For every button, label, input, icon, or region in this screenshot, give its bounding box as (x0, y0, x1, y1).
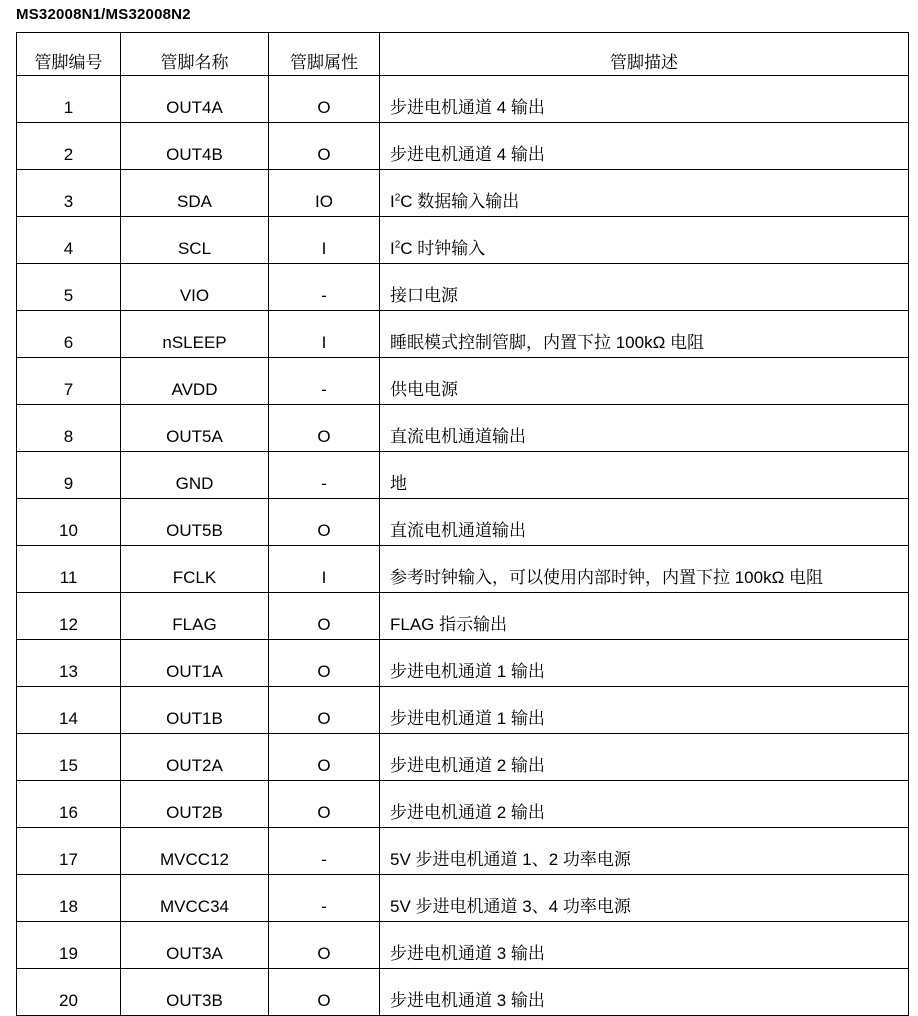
table-row (17, 640, 909, 687)
description-text: 步进电机通道 4 输出 (390, 145, 545, 164)
pin-attribute: O (269, 499, 380, 546)
description-text: C 数据输入输出 (400, 192, 520, 211)
pin-attribute: O (269, 969, 380, 1016)
pin-name: VIO (121, 264, 269, 311)
pin-name: SCL (121, 217, 269, 264)
description-superscript: 2 (394, 239, 401, 251)
pin-number: 1 (17, 76, 121, 123)
pin-description (380, 969, 909, 1016)
header-row (17, 33, 909, 76)
pin-table-body (17, 76, 909, 1016)
description-text: 步进电机通道 3 输出 (390, 944, 545, 963)
description-text: 供电电源 (390, 380, 458, 399)
description-prefix: I (390, 192, 395, 211)
pin-number: 15 (17, 734, 121, 781)
table-row (17, 687, 909, 734)
pin-number: 19 (17, 922, 121, 969)
pin-attribute: O (269, 922, 380, 969)
header-pin-description: 管脚描述 (380, 33, 909, 76)
description-text: 睡眠模式控制管脚，内置下拉 100kΩ 电阻 (390, 333, 705, 352)
description-text: FLAG 指示输出 (390, 615, 508, 634)
pin-name: OUT5B (121, 499, 269, 546)
pin-description (380, 781, 909, 828)
pin-table-header (17, 33, 909, 76)
pin-name: OUT1B (121, 687, 269, 734)
description-text: 直流电机通道输出 (390, 521, 526, 540)
pin-description (380, 593, 909, 640)
pin-name: OUT1A (121, 640, 269, 687)
table-row (17, 217, 909, 264)
pin-number: 18 (17, 875, 121, 922)
table-row (17, 875, 909, 922)
table-row (17, 922, 909, 969)
pin-attribute: - (269, 875, 380, 922)
pin-name: OUT3A (121, 922, 269, 969)
pin-description (380, 922, 909, 969)
description-text: 5V 步进电机通道 3、4 功率电源 (390, 897, 631, 916)
pin-number: 9 (17, 452, 121, 499)
table-row (17, 828, 909, 875)
header-pin-number: 管脚编号 (17, 33, 121, 76)
pin-name: OUT2B (121, 781, 269, 828)
pin-description (380, 875, 909, 922)
pin-name: nSLEEP (121, 311, 269, 358)
pin-name: MVCC12 (121, 828, 269, 875)
pin-number: 7 (17, 358, 121, 405)
table-row (17, 499, 909, 546)
pin-name: AVDD (121, 358, 269, 405)
pin-number: 2 (17, 123, 121, 170)
pin-description (380, 687, 909, 734)
description-text: 步进电机通道 1 输出 (390, 662, 545, 681)
description-text: 地 (390, 474, 407, 493)
pin-attribute: - (269, 452, 380, 499)
pin-attribute: I (269, 311, 380, 358)
pin-attribute: O (269, 405, 380, 452)
pin-number: 13 (17, 640, 121, 687)
pin-name: FCLK (121, 546, 269, 593)
pin-name: OUT5A (121, 405, 269, 452)
pin-name: FLAG (121, 593, 269, 640)
pin-number: 10 (17, 499, 121, 546)
pin-attribute: O (269, 593, 380, 640)
pin-name: OUT3B (121, 969, 269, 1016)
pin-description (380, 358, 909, 405)
pin-description (380, 734, 909, 781)
pin-name: OUT4B (121, 123, 269, 170)
pin-description (380, 311, 909, 358)
description-prefix: I (390, 239, 395, 258)
pin-description (380, 264, 909, 311)
description-text: 接口电源 (390, 286, 458, 305)
pin-description (380, 546, 909, 593)
pin-attribute: - (269, 828, 380, 875)
pin-description (380, 170, 909, 217)
table-row (17, 123, 909, 170)
pin-table (16, 32, 909, 1016)
description-text: 步进电机通道 4 输出 (390, 98, 545, 117)
pin-description (380, 499, 909, 546)
pin-number: 12 (17, 593, 121, 640)
header-pin-attribute: 管脚属性 (269, 33, 380, 76)
pin-description (380, 640, 909, 687)
pin-name: OUT4A (121, 76, 269, 123)
pin-attribute: IO (269, 170, 380, 217)
pin-attribute: O (269, 734, 380, 781)
description-text: 步进电机通道 1 输出 (390, 709, 545, 728)
pin-attribute: - (269, 358, 380, 405)
pin-number: 11 (17, 546, 121, 593)
description-text: C 时钟输入 (400, 239, 486, 258)
description-superscript: 2 (394, 192, 401, 204)
document-title: MS32008N1/MS32008N2 (16, 6, 191, 23)
pin-attribute: O (269, 76, 380, 123)
pin-name: GND (121, 452, 269, 499)
pin-attribute: - (269, 264, 380, 311)
description-text: 步进电机通道 2 输出 (390, 756, 545, 775)
table-row (17, 76, 909, 123)
pin-name: SDA (121, 170, 269, 217)
description-text: 5V 步进电机通道 1、2 功率电源 (390, 850, 631, 869)
pin-attribute: O (269, 640, 380, 687)
pin-description (380, 123, 909, 170)
table-row (17, 358, 909, 405)
pin-number: 20 (17, 969, 121, 1016)
pin-description (380, 405, 909, 452)
table-row (17, 452, 909, 499)
header-pin-name: 管脚名称 (121, 33, 269, 76)
pin-description (380, 76, 909, 123)
description-text: 步进电机通道 2 输出 (390, 803, 545, 822)
table-row (17, 264, 909, 311)
pin-description (380, 828, 909, 875)
table-row (17, 311, 909, 358)
pin-description (380, 452, 909, 499)
description-text: 参考时钟输入，可以使用内部时钟，内置下拉 100kΩ 电阻 (390, 568, 824, 587)
pin-attribute: O (269, 123, 380, 170)
table-row (17, 734, 909, 781)
pin-attribute: I (269, 217, 380, 264)
table-row (17, 546, 909, 593)
pin-attribute: O (269, 687, 380, 734)
table-row (17, 593, 909, 640)
table-row (17, 969, 909, 1016)
description-text: 步进电机通道 3 输出 (390, 991, 545, 1010)
pin-number: 4 (17, 217, 121, 264)
pin-description (380, 217, 909, 264)
table-row (17, 405, 909, 452)
table-row (17, 170, 909, 217)
pin-number: 17 (17, 828, 121, 875)
pin-name: MVCC34 (121, 875, 269, 922)
pin-number: 14 (17, 687, 121, 734)
table-row (17, 781, 909, 828)
pin-name: OUT2A (121, 734, 269, 781)
description-text: 直流电机通道输出 (390, 427, 526, 446)
pin-number: 3 (17, 170, 121, 217)
pin-number: 8 (17, 405, 121, 452)
pin-number: 6 (17, 311, 121, 358)
pin-attribute: I (269, 546, 380, 593)
pin-number: 16 (17, 781, 121, 828)
pin-number: 5 (17, 264, 121, 311)
pin-attribute: O (269, 781, 380, 828)
